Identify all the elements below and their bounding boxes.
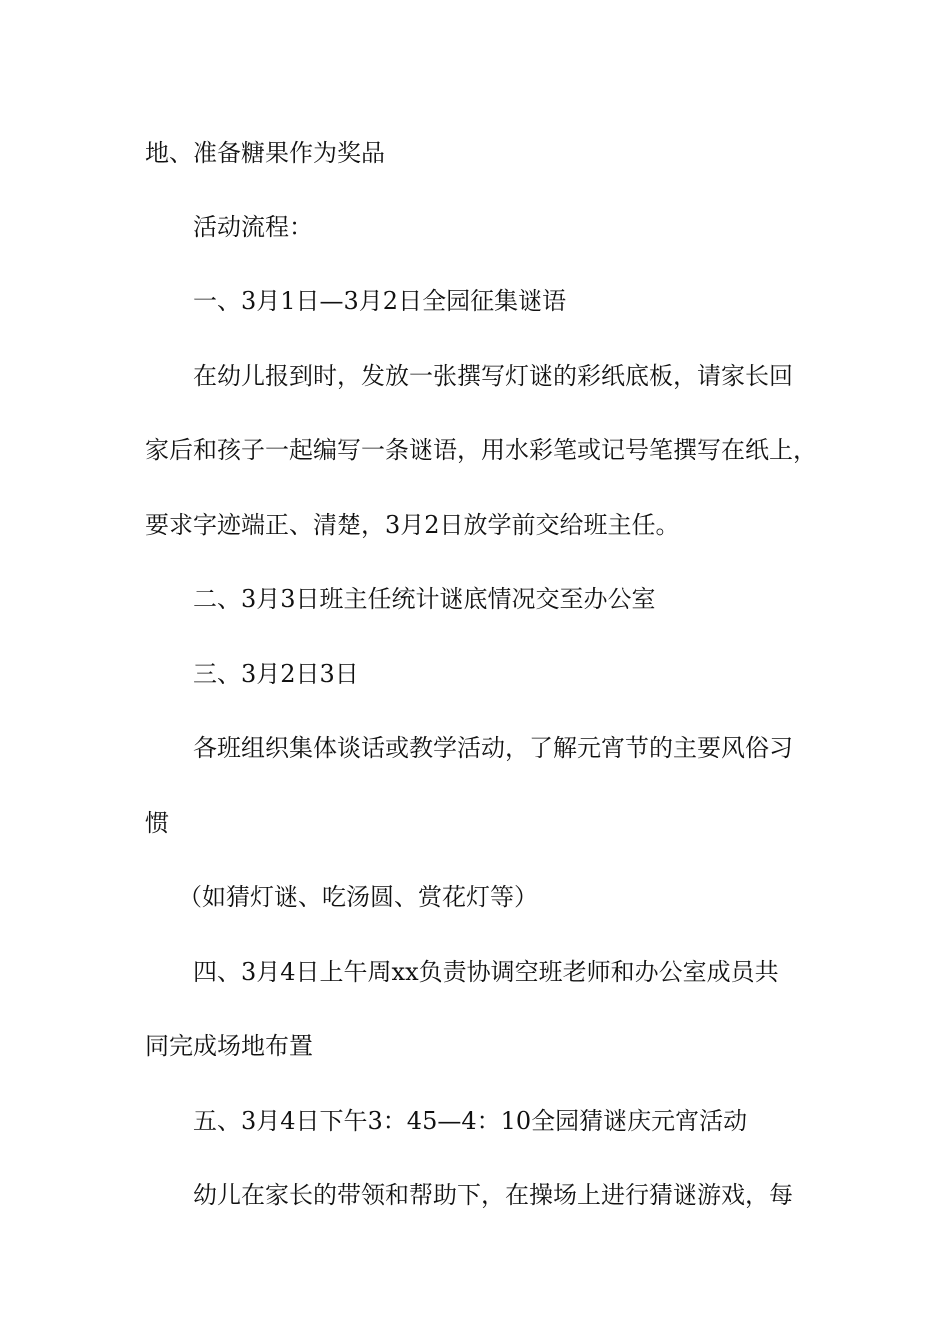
paragraph-line: 在幼儿报到时，发放一张撰写灯谜的彩纸底板，请家长回 (193, 362, 793, 390)
text-line-1: 地、准备糖果作为奖品 (145, 139, 385, 167)
paragraph-line: 同完成场地布置 (145, 1032, 313, 1060)
step-three-heading: 三、3月2日3日 (193, 660, 359, 688)
step-five-heading: 五、3月4日下午3：45—4：10全园猜谜庆元宵活动 (193, 1107, 748, 1135)
paragraph-line: 幼儿在家长的带领和帮助下，在操场上进行猜谜游戏，每 (193, 1181, 793, 1209)
step-one-heading: 一、3月1日—3月2日全园征集谜语 (193, 287, 567, 315)
paragraph-line: 各班组织集体谈话或教学活动，了解元宵节的主要风俗习 (193, 734, 793, 762)
paragraph-line: 要求字迹端正、清楚，3月2日放学前交给班主任。 (145, 511, 680, 539)
paragraph-line: 家后和孩子一起编写一条谜语，用水彩笔或记号笔撰写在纸上， (145, 436, 817, 464)
parenthetical-note: （如猜灯谜、吃汤圆、赏花灯等） (178, 883, 538, 911)
activity-process-heading: 活动流程： (193, 213, 313, 241)
step-two-heading: 二、3月3日班主任统计谜底情况交至办公室 (193, 585, 656, 613)
step-four-heading: 四、3月4日上午周xx负责协调空班老师和办公室成员共 (193, 958, 779, 986)
paragraph-line: 惯 (145, 809, 169, 837)
